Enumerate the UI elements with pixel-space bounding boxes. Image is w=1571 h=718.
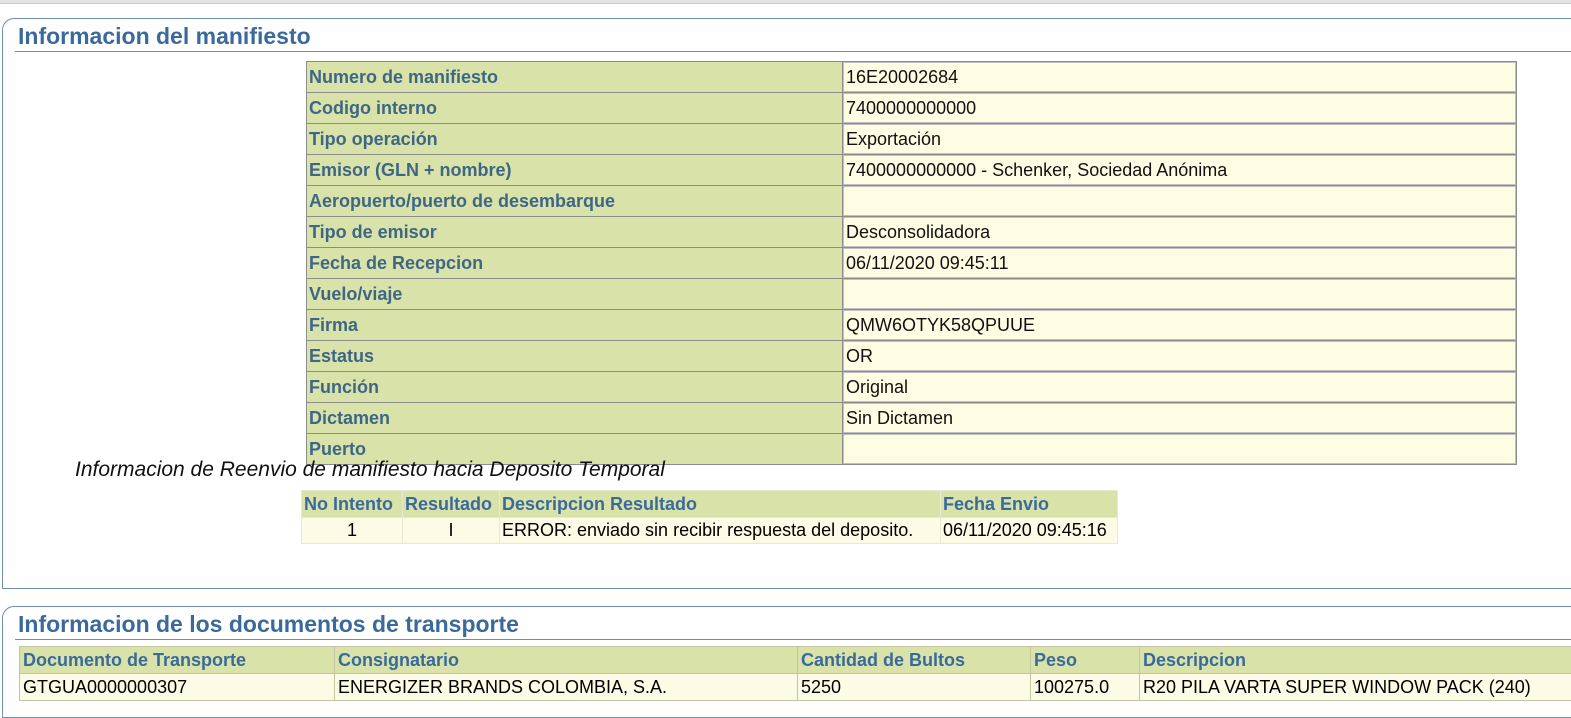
field-value: Exportación bbox=[843, 124, 1516, 154]
field-label: Puerto bbox=[307, 434, 842, 464]
resend-table bbox=[301, 490, 1118, 544]
field-label: Aeropuerto/puerto de desembarque bbox=[307, 186, 842, 216]
col-cantidad-bultos: Cantidad de Bultos bbox=[798, 647, 1030, 673]
col-no-intento: No Intento bbox=[302, 491, 402, 517]
resend-section-title: Informacion de Reenvio de manifiesto hacia Deposito Temporal bbox=[75, 458, 665, 481]
docs-header-row bbox=[20, 647, 1571, 673]
title-underline bbox=[15, 51, 1571, 52]
field-row-emisor bbox=[307, 155, 1516, 185]
field-value bbox=[843, 434, 1516, 464]
field-row-firma bbox=[307, 310, 1516, 340]
col-fecha-envio: Fecha Envio bbox=[941, 491, 1117, 517]
field-value: Desconsolidadora bbox=[843, 217, 1516, 247]
field-label: Vuelo/viaje bbox=[307, 279, 842, 309]
field-row-fecha-recepcion bbox=[307, 248, 1516, 278]
cell-consignatario: ENERGIZER BRANDS COLOMBIA, S.A. bbox=[335, 674, 797, 700]
field-value: 16E20002684 bbox=[843, 62, 1516, 92]
col-peso: Peso bbox=[1031, 647, 1139, 673]
col-resultado: Resultado bbox=[403, 491, 499, 517]
cell-cantidad-bultos: 5250 bbox=[798, 674, 1030, 700]
table-row[interactable] bbox=[20, 674, 1571, 700]
title-underline bbox=[15, 639, 1571, 640]
field-label: Fecha de Recepcion bbox=[307, 248, 842, 278]
transport-panel-title: Informacion de los documentos de transporte bbox=[18, 611, 519, 637]
field-label: Dictamen bbox=[307, 403, 842, 433]
table-row bbox=[302, 518, 1117, 543]
field-value: Sin Dictamen bbox=[843, 403, 1516, 433]
field-label: Estatus bbox=[307, 341, 842, 371]
field-row-vuelo-viaje bbox=[307, 279, 1516, 309]
top-divider bbox=[0, 0, 1571, 4]
manifest-panel-title: Informacion del manifiesto bbox=[18, 23, 311, 49]
cell-documento-transporte[interactable]: GTGUA0000000307 bbox=[20, 674, 334, 700]
field-label: Numero de manifiesto bbox=[307, 62, 842, 92]
col-documento-transporte: Documento de Transporte bbox=[20, 647, 334, 673]
field-value: QMW6OTYK58QPUUE bbox=[843, 310, 1516, 340]
cell-no-intento: 1 bbox=[302, 518, 402, 543]
transport-docs-table bbox=[19, 646, 1571, 701]
field-value: Original bbox=[843, 372, 1516, 402]
col-consignatario: Consignatario bbox=[335, 647, 797, 673]
col-descripcion: Descripcion bbox=[1140, 647, 1571, 673]
field-value: 7400000000000 bbox=[843, 93, 1516, 123]
field-label: Función bbox=[307, 372, 842, 402]
field-row-funcion bbox=[307, 372, 1516, 402]
field-row-dictamen bbox=[307, 403, 1516, 433]
col-descripcion-resultado: Descripcion Resultado bbox=[500, 491, 940, 517]
transport-docs-panel bbox=[2, 606, 1571, 718]
field-value: 06/11/2020 09:45:11 bbox=[843, 248, 1516, 278]
field-value: 7400000000000 - Schenker, Sociedad Anónima bbox=[843, 155, 1516, 185]
cell-peso: 100275.0 bbox=[1031, 674, 1139, 700]
field-row-estatus bbox=[307, 341, 1516, 371]
field-row-numero-manifiesto bbox=[307, 62, 1516, 92]
field-label: Tipo de emisor bbox=[307, 217, 842, 247]
resend-header-row bbox=[302, 491, 1117, 517]
manifest-details-table bbox=[306, 61, 1517, 465]
field-label: Emisor (GLN + nombre) bbox=[307, 155, 842, 185]
field-value: OR bbox=[843, 341, 1516, 371]
field-row-tipo-emisor bbox=[307, 217, 1516, 247]
field-row-tipo-operacion bbox=[307, 124, 1516, 154]
cell-descripcion: R20 PILA VARTA SUPER WINDOW PACK (240) bbox=[1140, 674, 1571, 700]
field-row-aeropuerto bbox=[307, 186, 1516, 216]
field-value bbox=[843, 186, 1516, 216]
cell-resultado: I bbox=[403, 518, 499, 543]
field-row-codigo-interno bbox=[307, 93, 1516, 123]
field-label: Tipo operación bbox=[307, 124, 842, 154]
cell-descripcion-resultado: ERROR: enviado sin recibir respuesta del deposito. bbox=[500, 518, 940, 543]
field-value bbox=[843, 279, 1516, 309]
field-label: Codigo interno bbox=[307, 93, 842, 123]
cell-fecha-envio: 06/11/2020 09:45:16 bbox=[941, 518, 1117, 543]
field-label: Firma bbox=[307, 310, 842, 340]
